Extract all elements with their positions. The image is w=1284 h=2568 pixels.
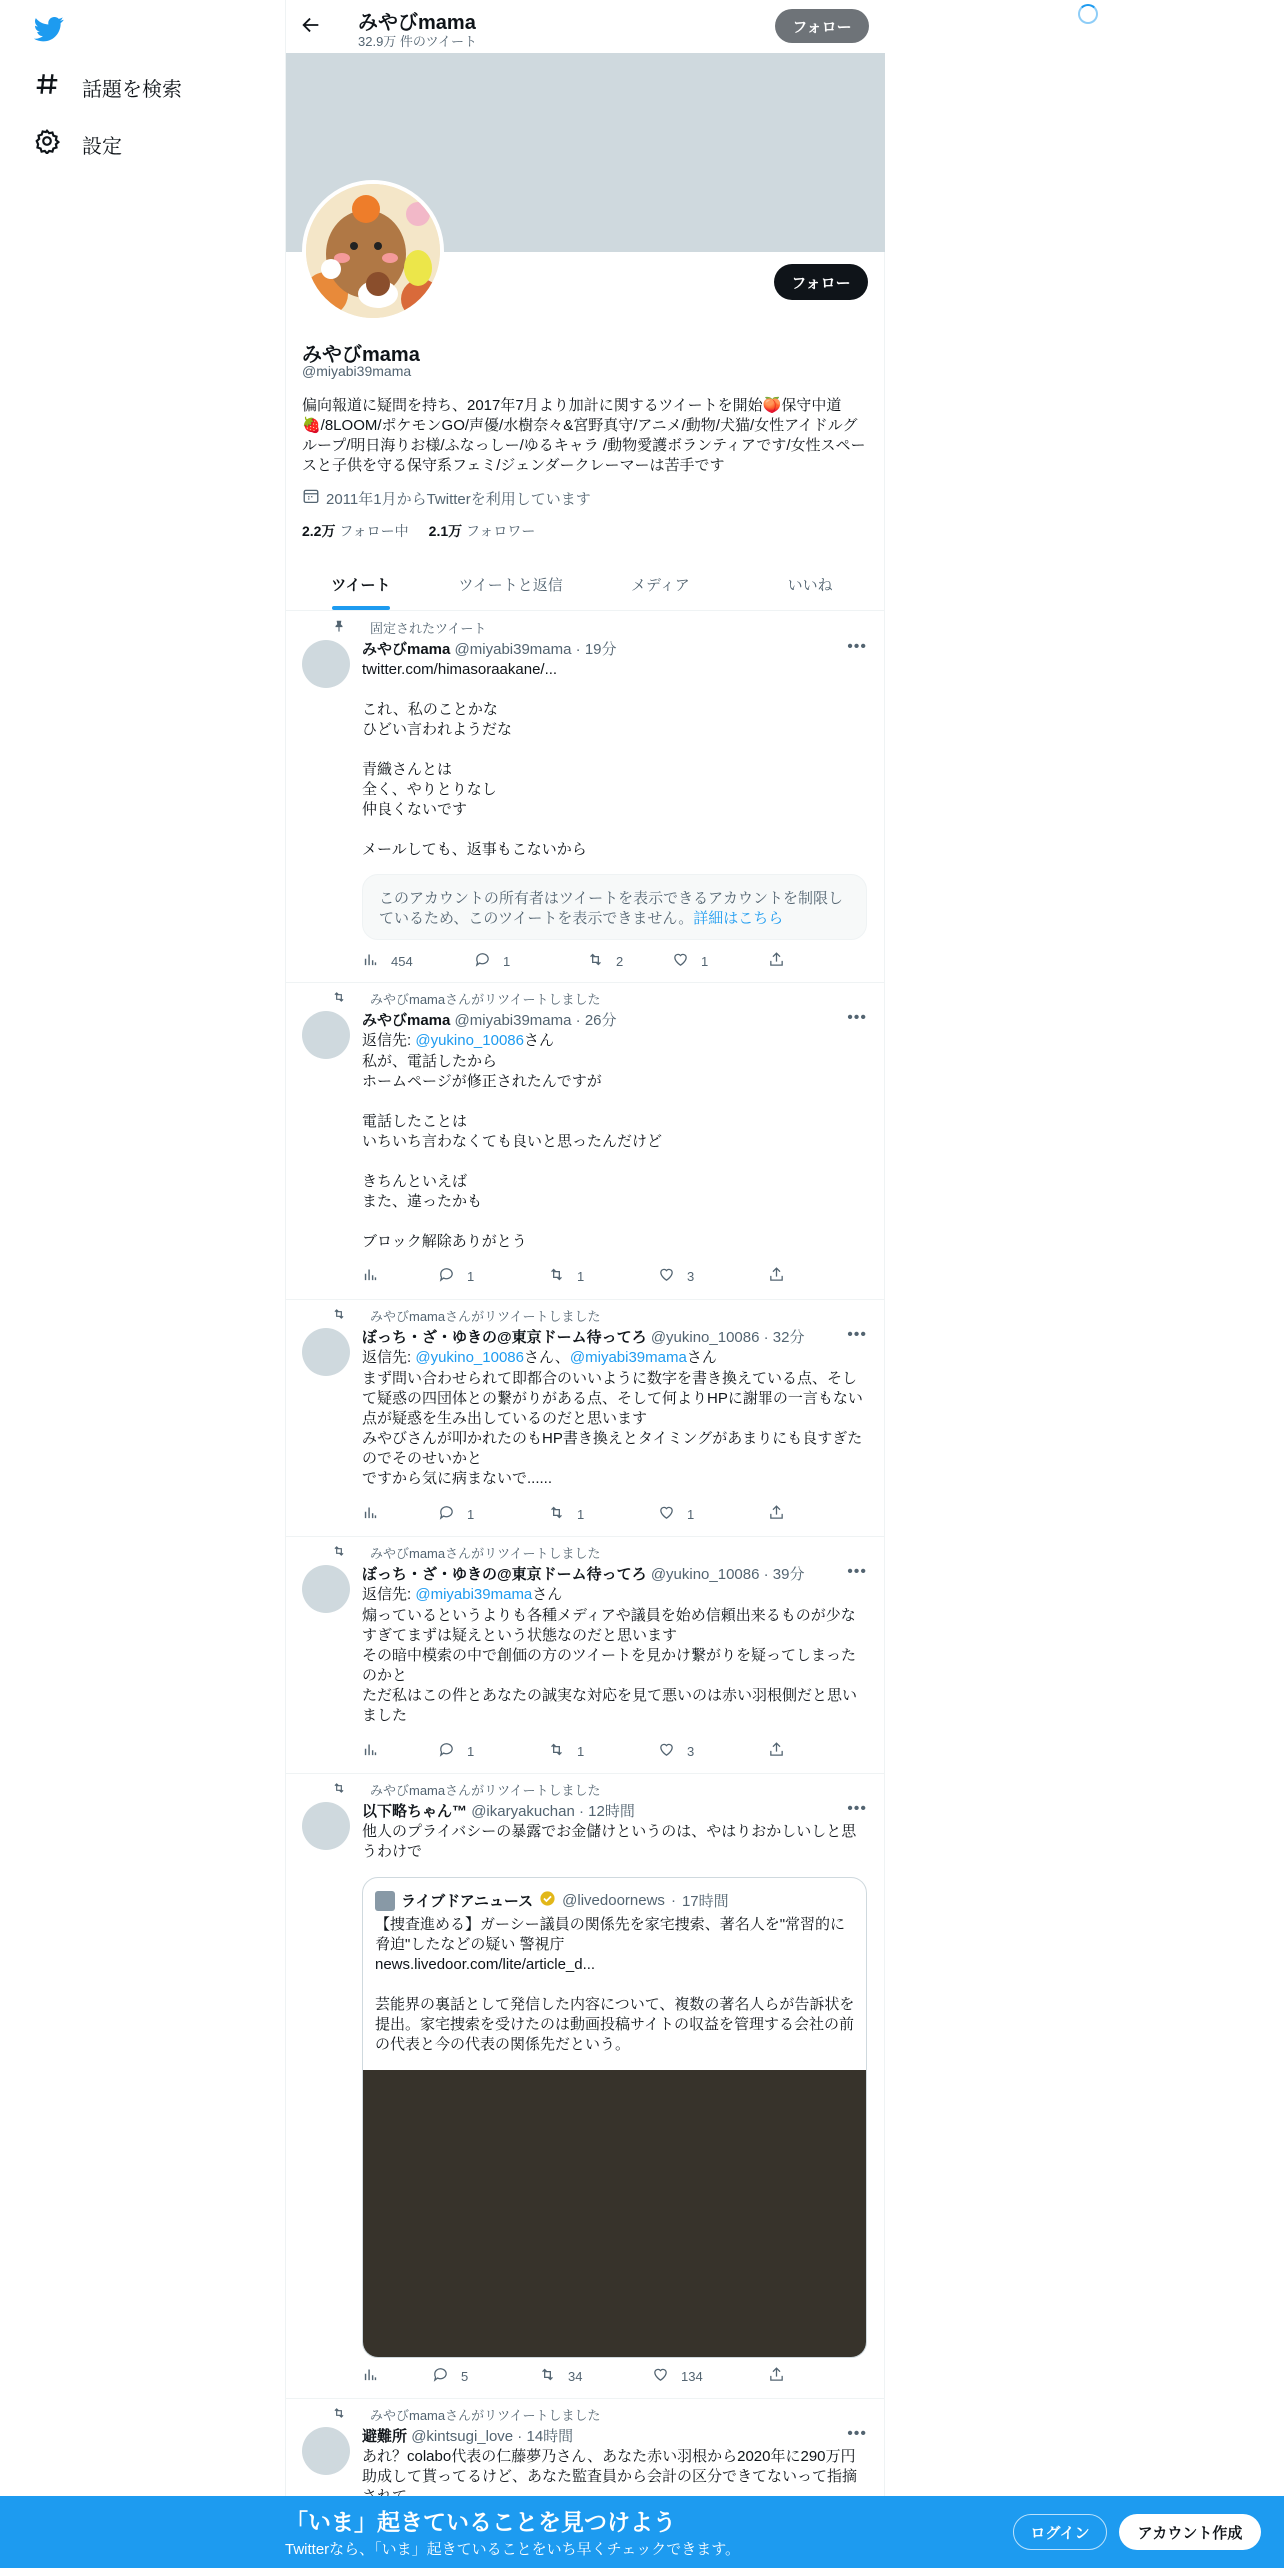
tweet-avatar[interactable] xyxy=(302,1565,350,1613)
header-tweet-count: 32.9万 件のツイート xyxy=(358,34,478,49)
tweet-text: あれ？colabo代表の仁藤夢乃さん、あなた赤い羽根から2020年に290万円助成して貰ってるけど、あなた監査員から会計の区分できてないって指摘 xyxy=(362,2448,858,2485)
retweet-icon xyxy=(548,1266,565,1286)
retweet-action[interactable] xyxy=(548,1266,584,1286)
retweet-count: 1 xyxy=(577,1506,585,1522)
tweet-header: みやびmama @miyabi39mama · 26分 xyxy=(362,1012,617,1029)
tweet-link[interactable]: twitter.com/himasoraakane/... xyxy=(362,661,558,678)
calendar-icon xyxy=(302,487,320,509)
share-icon xyxy=(768,1266,785,1286)
tweet-avatar[interactable] xyxy=(302,1011,350,1059)
sidebar-item-label: 話題を検索 xyxy=(82,78,182,101)
reply-to-link[interactable]: @miyabi39mama xyxy=(569,1349,687,1366)
reply-to-line xyxy=(362,1031,867,1051)
followers-label: フォロワー xyxy=(466,523,536,539)
tweet-time[interactable]: 26分 xyxy=(584,1012,617,1029)
bottom-subtext: Twitterなら、「いま」起きていることをいち早くチェックできます。 xyxy=(285,2541,741,2558)
more-icon[interactable]: ••• xyxy=(847,1326,867,1343)
views-action[interactable] xyxy=(362,1741,379,1761)
share-action[interactable] xyxy=(768,951,785,971)
like-count: 3 xyxy=(687,1268,695,1284)
retweet-icon xyxy=(548,1504,565,1524)
quoted-media-image[interactable] xyxy=(363,2070,866,2358)
retweet-action[interactable] xyxy=(587,951,623,971)
verified-badge-icon xyxy=(539,1890,556,1911)
context-label: みやびmamaさんがリツイートしました xyxy=(370,2408,601,2423)
tweet-time[interactable]: 32分 xyxy=(772,1329,805,1346)
reply-count: 1 xyxy=(467,1506,475,1522)
like-count: 134 xyxy=(681,2368,703,2384)
retweet-count: 34 xyxy=(568,2368,583,2384)
retweet-action[interactable] xyxy=(548,1504,584,1524)
like-count: 1 xyxy=(701,953,709,969)
heart-icon xyxy=(672,951,689,971)
profile-follow-button[interactable]: フォロー xyxy=(774,264,868,300)
following-count: 2.2万 xyxy=(302,523,336,539)
context-label: みやびmamaさんがリツイートしました xyxy=(370,1546,601,1561)
retweet-context xyxy=(362,2405,600,2424)
share-action[interactable] xyxy=(768,2366,785,2386)
tweet-author-handle: @ikaryakuchan xyxy=(471,1803,575,1820)
bar-chart-icon xyxy=(362,1741,379,1761)
more-icon[interactable]: ••• xyxy=(847,1563,867,1580)
tweet-avatar[interactable] xyxy=(302,1802,350,1850)
tweet-author-handle: @yukino_10086 xyxy=(650,1329,760,1346)
followers-stat[interactable] xyxy=(429,521,536,541)
profile-column xyxy=(285,0,885,2568)
retweet-icon xyxy=(587,951,604,971)
profile-header-bar xyxy=(286,0,885,53)
tweet-time[interactable]: 19分 xyxy=(584,641,617,658)
reply-suffix: さん xyxy=(532,1586,563,1603)
like-action[interactable] xyxy=(658,1504,694,1524)
tweet-author-handle: @miyabi39mama xyxy=(454,1012,572,1029)
tweet-author-handle: @kintsugi_love xyxy=(411,2428,514,2445)
tweet-author-name[interactable]: 以下略ちゃん™ xyxy=(362,1803,468,1820)
share-icon xyxy=(768,1741,785,1761)
reply-prefix: 返信先: xyxy=(362,1586,416,1603)
reply-count: 5 xyxy=(461,2368,469,2384)
profile-stats xyxy=(302,521,535,541)
like-action[interactable] xyxy=(658,1266,694,1286)
reply-action[interactable] xyxy=(438,1266,474,1286)
tab-media[interactable]: メディア xyxy=(630,576,690,594)
tweet-author-handle: @miyabi39mama xyxy=(454,641,572,658)
like-action[interactable] xyxy=(672,951,708,971)
tweet-header: 以下略ちゃん™ @ikaryakuchan · 12時間 xyxy=(362,1803,635,1820)
twitter-bird-icon[interactable] xyxy=(34,14,64,44)
tweet[interactable] xyxy=(286,1537,885,1774)
quoted-text: 【捜査進める】ガーシー議員の関係先を家宅捜索、著名人を"常習的に脅迫"したなどの疑い 警視庁 news.livedoor.com/lite/article_d... 芸能界の裏話として発信した内容について、複数の著名人らが告訴状を提出。家宅捜索を受けたのは動画投稿サイトの収益を管理する会社の前の代表と今の代表の関係先だという。 xyxy=(375,1916,855,2053)
heart-icon xyxy=(658,1741,675,1761)
reply-count: 1 xyxy=(503,953,511,969)
header-follow-button[interactable]: フォロー xyxy=(775,9,869,43)
views-action[interactable] xyxy=(362,2366,379,2386)
reply-separator: さん、 xyxy=(523,1349,570,1366)
tweet-text: これ、私のことかな ひどい言われようだな 青織さんとは 全く、やりとりなし 仲良くないです メールしても、返事もこないから xyxy=(362,701,587,858)
tweet-header: みやびmama @miyabi39mama · 19分 xyxy=(362,641,617,658)
retweet-icon xyxy=(539,2366,556,2386)
tweet-actions xyxy=(362,1741,802,1761)
bar-chart-icon xyxy=(362,1266,379,1286)
more-icon[interactable]: ••• xyxy=(847,1800,867,1817)
tweet-author-name[interactable]: みやびmama xyxy=(362,641,451,658)
sidebar-item-settings[interactable] xyxy=(34,128,122,160)
views-count: 454 xyxy=(391,953,413,969)
share-icon xyxy=(768,2366,785,2386)
tweet-author-name[interactable]: ぼっち・ざ・ゆきの@東京ドーム待ってろ xyxy=(362,1329,647,1346)
reply-action[interactable] xyxy=(438,1504,474,1524)
context-label: みやびmamaさんがリツイートしました xyxy=(370,1309,601,1324)
retweet-action[interactable] xyxy=(539,2366,582,2386)
reply-action[interactable] xyxy=(474,951,510,971)
tweet-actions xyxy=(362,1504,802,1524)
retweet-context xyxy=(362,1543,600,1562)
tweet-text: 私が、電話したから ホームページが修正されたんですが 電話したことは いちいち言わなくても良いと思ったんだけど きちんといえば また、違ったかも ブロック解除ありがとう xyxy=(362,1053,663,1250)
share-icon xyxy=(768,951,785,971)
header-name: みやびmama xyxy=(358,12,476,34)
tweet-avatar[interactable] xyxy=(302,640,350,688)
like-count: 1 xyxy=(687,1506,695,1522)
like-action[interactable] xyxy=(652,2366,703,2386)
profile-display-name: みやびmama xyxy=(302,344,420,366)
notice-text: このアカウントの所有者はツイートを表示できるアカウントを制限しているため、このツイートを表示できません。 xyxy=(379,890,843,927)
retweet-action[interactable] xyxy=(548,1741,584,1761)
learn-more-link[interactable]: 詳細はこちら xyxy=(693,910,784,927)
reply-suffix: さん xyxy=(686,1349,717,1366)
reply-to-link[interactable]: @yukino_10086 xyxy=(415,1032,524,1049)
more-icon[interactable]: ••• xyxy=(847,2425,867,2442)
share-action[interactable] xyxy=(768,1266,785,1286)
following-label: フォロー中 xyxy=(339,523,409,539)
tweet-author-name[interactable]: 避難所 xyxy=(362,2428,408,2445)
tweet-actions xyxy=(362,951,802,971)
share-action[interactable] xyxy=(768,1741,785,1761)
tweet-header: 避難所 @kintsugi_love · 14時間 xyxy=(362,2428,574,2445)
context-label: 固定されたツイート xyxy=(370,621,487,636)
reply-action[interactable] xyxy=(432,2366,468,2386)
heart-icon xyxy=(658,1504,675,1524)
tweet-time[interactable]: 14時間 xyxy=(526,2428,574,2445)
retweet-count: 1 xyxy=(577,1743,585,1759)
bar-chart-icon xyxy=(362,2366,379,2386)
views-action[interactable] xyxy=(362,1266,379,1286)
tweet-time[interactable]: 12時間 xyxy=(588,1803,635,1820)
following-stat[interactable] xyxy=(302,521,409,541)
reply-suffix: さん xyxy=(523,1032,554,1049)
retweet-context xyxy=(362,1780,600,1799)
hashtag-icon xyxy=(34,71,60,103)
retweet-count: 2 xyxy=(616,953,624,969)
tweet-author-name[interactable]: ぼっち・ざ・ゆきの@東京ドーム待ってろ xyxy=(362,1566,647,1583)
reply-icon xyxy=(438,1504,455,1524)
tweet[interactable] xyxy=(286,983,885,1300)
tweet-author-name[interactable]: みやびmama xyxy=(362,1012,451,1029)
pinned-context xyxy=(362,618,486,637)
like-action[interactable] xyxy=(658,1741,694,1761)
reply-prefix: 返信先: xyxy=(362,1349,416,1366)
tweet[interactable] xyxy=(286,1774,885,2399)
profile-joined-text: 2011年1月からTwitterを利用しています xyxy=(326,490,591,508)
tweet[interactable] xyxy=(286,1300,885,1537)
tweet-text: まず問い合わせられて即都合のいいように数字を書き換えている点、そして疑惑の四団体との繋がりがある点、そして何よりHPに謝罪の一言もない点が疑惑を生み出しているのだと思います みやびさんが叩かれたのもHP書き換えとタイミングがあまりにも良すぎたのでそのせいかと ですから気に病まないで...... xyxy=(362,1370,863,1487)
sidebar-item-label: 設定 xyxy=(82,135,122,158)
avatar-illustration-icon xyxy=(306,184,440,318)
share-action[interactable] xyxy=(768,1504,785,1524)
tab-tweets[interactable]: ツイート xyxy=(286,558,436,610)
retweet-count: 1 xyxy=(577,1268,585,1284)
tweet-header: ぼっち・ざ・ゆきの@東京ドーム待ってろ @yukino_10086 · 32分 xyxy=(362,1329,805,1346)
profile-tabs xyxy=(286,558,885,611)
quoted-author-handle: @livedoornews xyxy=(562,1892,665,1909)
heart-icon xyxy=(652,2366,669,2386)
gear-icon xyxy=(34,128,60,160)
reply-count: 1 xyxy=(467,1743,475,1759)
reply-to-line xyxy=(362,1585,867,1605)
reply-icon xyxy=(474,951,491,971)
tweet-actions xyxy=(362,1266,802,1286)
reply-icon xyxy=(432,2366,449,2386)
reply-action[interactable] xyxy=(438,1741,474,1761)
loading-spinner-icon xyxy=(1078,4,1098,24)
tweet-time[interactable]: 39分 xyxy=(772,1566,805,1583)
tweet-text: 他人のプライバシーの暴露でお金儲けというのは、やはりおかしいしと思うわけで xyxy=(362,1823,857,1860)
quoted-author-name: ライブドアニュース xyxy=(401,1893,534,1910)
profile-bio: 偏向報道に疑問を持ち、2017年7月より加計に関するツイートを開始🍑保守中道🍓/8LOOM/ポケモンGO/声優/水樹奈々&宮野真守/アニメ/動物/犬猫/女性アイドルグループ/明日海りお様/ふなっしー/ゆるキャラ /動物愛護ボランティアです/女性スペースと子供を守る保守系フェミ/ジェンダークレーマーは苦手です xyxy=(302,397,866,474)
tweet-avatar[interactable] xyxy=(302,1328,350,1376)
views-action[interactable] xyxy=(362,951,413,971)
views-action[interactable] xyxy=(362,1504,379,1524)
profile-avatar[interactable] xyxy=(302,180,444,322)
signup-bottom-bar xyxy=(0,2496,1284,2568)
tweet-pinned[interactable] xyxy=(286,612,885,983)
bar-chart-icon xyxy=(362,951,379,971)
more-icon[interactable]: ••• xyxy=(847,1009,867,1026)
profile-handle: @miyabi39mama xyxy=(302,363,412,379)
reply-icon xyxy=(438,1741,455,1761)
reply-to-link[interactable]: @yukino_10086 xyxy=(415,1349,524,1366)
tweet-actions xyxy=(362,2366,802,2386)
quoted-avatar xyxy=(375,1891,395,1911)
like-count: 3 xyxy=(687,1743,695,1759)
signup-button[interactable]: アカウント作成 xyxy=(1119,2514,1261,2550)
quoted-tweet-card[interactable] xyxy=(362,1877,867,2358)
profile-joined xyxy=(302,487,591,509)
followers-count: 2.1万 xyxy=(428,523,463,539)
tweet-author-handle: @yukino_10086 xyxy=(650,1566,760,1583)
quoted-tweet-header: ライブドアニュース @livedoornews · 17時間 xyxy=(375,1890,729,1911)
back-arrow-icon[interactable] xyxy=(300,14,324,38)
reply-icon xyxy=(438,1266,455,1286)
login-button[interactable]: ログイン xyxy=(1013,2514,1107,2550)
tweet-restricted-notice xyxy=(362,874,867,940)
tab-likes[interactable]: いいね xyxy=(787,576,833,594)
quoted-time: 17時間 xyxy=(681,1893,729,1910)
retweet-icon xyxy=(548,1741,565,1761)
tweet-text: 煽っているというよりも各種メディアや議員を始め信頼出来るものが少なすぎてまずは疑えという状態なのだと思います その暗中模索の中で創価の方のツイートを見かけ繋がりを疑ってしまったのかと ただ私はこの件とあなたの誠実な対応を見て悪いのは赤い羽根側だと思いました xyxy=(362,1607,858,1724)
heart-icon xyxy=(658,1266,675,1286)
reply-to-line xyxy=(362,1348,867,1368)
bar-chart-icon xyxy=(362,1504,379,1524)
retweet-context xyxy=(362,989,600,1008)
reply-count: 1 xyxy=(467,1268,475,1284)
bottom-headline: 「いま」起きていることを見つけよう xyxy=(285,2509,676,2535)
tab-tweets-and-replies[interactable]: ツイートと返信 xyxy=(458,576,563,594)
context-label: みやびmamaさんがリツイートしました xyxy=(370,992,601,1007)
tweet-avatar[interactable] xyxy=(302,2427,350,2475)
context-label: みやびmamaさんがリツイートしました xyxy=(370,1783,601,1798)
more-icon[interactable]: ••• xyxy=(847,638,867,655)
tweet-header: ぼっち・ざ・ゆきの@東京ドーム待ってろ @yukino_10086 · 39分 xyxy=(362,1566,805,1583)
retweet-context xyxy=(362,1306,600,1325)
sidebar-item-explore[interactable] xyxy=(34,71,182,103)
reply-prefix: 返信先: xyxy=(362,1032,416,1049)
reply-to-link[interactable]: @miyabi39mama xyxy=(415,1586,533,1603)
share-icon xyxy=(768,1504,785,1524)
